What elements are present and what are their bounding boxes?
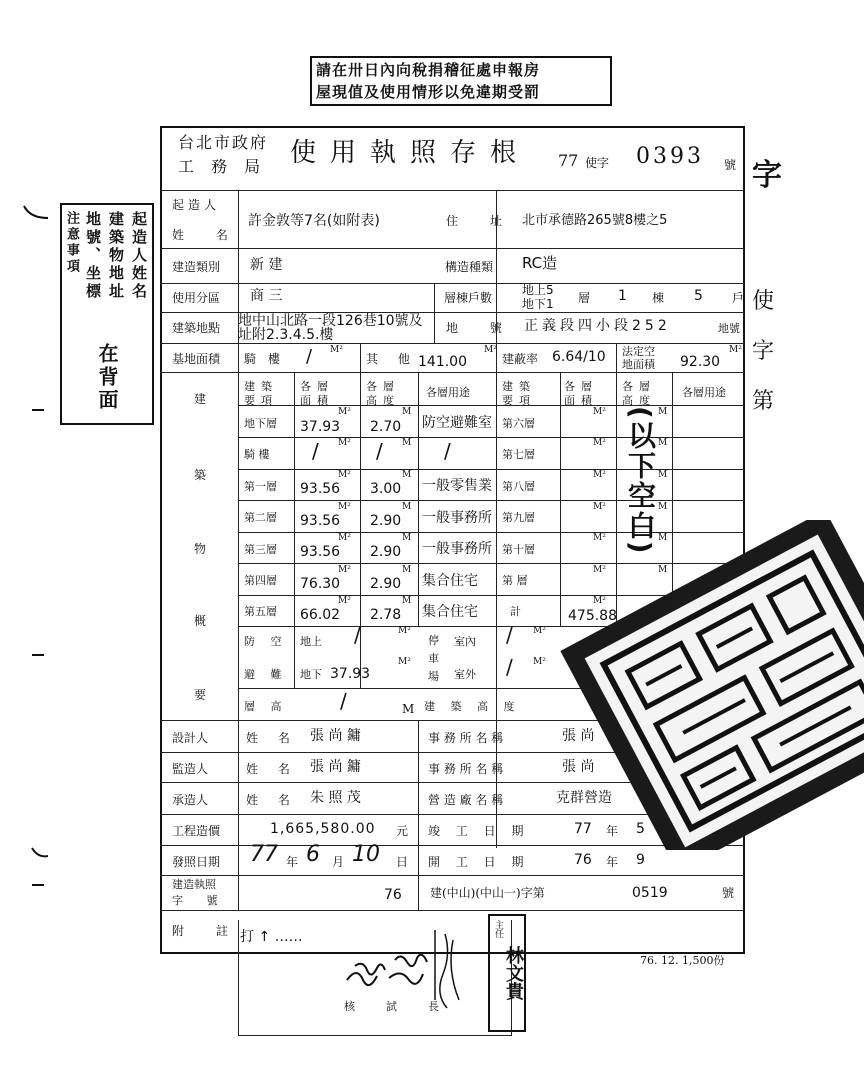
side-col-1: 起造人姓名 <box>130 211 148 301</box>
right-edge-char: 字 <box>752 339 775 364</box>
rule <box>434 283 435 343</box>
floor-label-right: 第六層 <box>502 417 535 430</box>
floor-use: 集合住宅 <box>422 604 478 620</box>
officer-seal <box>488 914 526 1032</box>
rule <box>160 283 745 284</box>
floor-area: 37.93 <box>300 419 341 435</box>
floor-use: 集合住宅 <box>422 573 478 589</box>
unit-m2: M² <box>338 596 351 606</box>
right-edge-char: 使 <box>752 289 775 314</box>
side-col-3: 地號、坐標 <box>84 211 102 301</box>
side-col-4: 注意事項 <box>64 211 79 275</box>
unit-m: M <box>402 470 412 480</box>
floor-label-right: 第九層 <box>502 511 535 524</box>
cost-label: 工程造價 <box>172 824 221 838</box>
designer-name-label: 姓 名 <box>246 731 298 745</box>
header-height: 各層高度 <box>366 380 400 407</box>
designer-firm-label: 事 務 所 名 稱 <box>428 731 504 745</box>
unit-m2: M² <box>533 657 546 667</box>
shelter-below-value: 37.93 <box>330 666 371 682</box>
unit-m2: M² <box>338 533 351 543</box>
note-value: 打 ↑ …… <box>240 929 303 945</box>
floors-above: 地上5 <box>522 283 554 297</box>
supervisor-name-label: 姓 名 <box>246 762 298 776</box>
unit-m2: M² <box>593 407 606 417</box>
unit-m: M <box>658 502 668 512</box>
header-use: 各層用途 <box>426 386 470 399</box>
unit-m2: M² <box>338 407 351 417</box>
lot-label: 地 號 <box>446 321 516 335</box>
ratio-label: 建蔽率 <box>502 352 539 366</box>
floor-area: 66.02 <box>300 607 341 623</box>
notice-box <box>310 56 612 106</box>
done-year: 77 <box>574 821 592 837</box>
floor-area: 76.30 <box>300 576 341 592</box>
site-value-2: 址附2.3.4.5.樓 <box>238 327 334 343</box>
unit-m2: M² <box>330 345 343 355</box>
unit-m: M <box>658 470 668 480</box>
contractor-firm: 克群營造 <box>556 790 612 806</box>
building-height-label: 建 築 高 度 <box>424 700 521 713</box>
floor-area: 93.56 <box>300 513 341 529</box>
header-height-2: 各層高度 <box>622 380 656 407</box>
floor-use: 防空避難室 <box>422 415 492 431</box>
permit-ref-number: 0519 <box>632 885 668 901</box>
floor-area: 93.56 <box>300 481 341 497</box>
applicant-label-1: 起造人 <box>172 198 221 212</box>
shelter-label-2: 避 難 <box>244 668 288 681</box>
floor-height: 2.70 <box>370 419 402 435</box>
site-label: 建築地點 <box>172 321 221 335</box>
floor-use: 一般零售業 <box>422 478 492 494</box>
floor-label: 第二層 <box>244 511 277 524</box>
cost-value: 1,665,580.00 <box>270 821 376 837</box>
building-type-label: 建造類別 <box>172 260 221 274</box>
floor-use: 一般事務所 <box>422 541 492 557</box>
floor-use: / <box>444 439 451 463</box>
right-edge-char: 第 <box>752 389 775 414</box>
floor-label-right: 第 層 <box>502 574 528 587</box>
page-title: 使用執照存根 <box>290 138 531 168</box>
shelter-label-1: 防 空 <box>244 635 288 648</box>
permit-label-2: 字 號 <box>172 894 228 907</box>
contractor-role: 承造人 <box>172 793 209 807</box>
unit-m: M <box>658 438 668 448</box>
supervisor-firm-label: 事 務 所 名 稱 <box>428 762 504 776</box>
permit-label-1: 建造執照 <box>172 878 216 891</box>
table-side-3: 物 <box>194 542 207 556</box>
unit-m2: M² <box>593 502 606 512</box>
unit-m: M <box>402 407 412 417</box>
sign-label-3: 長 <box>428 1000 439 1013</box>
shelter-below: 地下 <box>300 668 322 681</box>
permit-suffix: 號 <box>724 158 737 172</box>
floor-unit: 層 <box>578 291 591 305</box>
parking-outdoor-value: / <box>506 655 513 679</box>
unit-m2: M² <box>593 596 606 606</box>
unit-m2: M² <box>593 533 606 543</box>
unit-m2: M² <box>593 438 606 448</box>
story-height-label: 層 高 <box>244 700 288 713</box>
side-col-2: 建築物地址 <box>107 211 125 301</box>
floor-label-right: 計 <box>510 605 521 618</box>
legal-value: 92.30 <box>680 354 721 370</box>
shelter-above: 地上 <box>300 635 322 648</box>
rule <box>418 372 419 626</box>
issue-day-unit: 日 <box>396 855 409 869</box>
floor-height: 2.90 <box>370 513 402 529</box>
table-side-1: 建 <box>194 392 207 406</box>
floor-label-right: 第七層 <box>502 448 535 461</box>
unit-m: M <box>402 596 412 606</box>
rule <box>238 190 239 910</box>
applicant-label-2: 姓 名 <box>172 228 242 242</box>
floor-label: 地下層 <box>244 417 277 430</box>
site-value-1: 地中山北路一段126巷10號及 <box>238 313 423 329</box>
annex-value: / <box>306 346 313 367</box>
story-height-value: / <box>340 689 347 713</box>
unit-m2: M² <box>338 565 351 575</box>
unit-count: 5 <box>694 288 703 304</box>
start-year-unit: 年 <box>606 855 619 869</box>
rule <box>160 875 745 876</box>
unit-m2: M² <box>338 470 351 480</box>
lot-suffix: 地號 <box>718 322 740 335</box>
permit-year-ref: 76 <box>384 887 402 903</box>
rule <box>160 910 745 911</box>
header-area: 各層面積 <box>300 380 334 407</box>
parking-label-2: 車 <box>428 652 439 665</box>
unit-m: M <box>402 565 412 575</box>
rule <box>160 248 745 249</box>
unit-m: M <box>658 533 668 543</box>
sign-label-1: 核 <box>344 1000 355 1013</box>
header-use-2: 各層用途 <box>682 386 726 399</box>
signature-scribbles <box>239 920 511 1035</box>
official-seal-stamp <box>555 520 864 850</box>
other-value: 141.00 <box>418 354 467 370</box>
unit-m2: M² <box>729 345 742 355</box>
unit-m2: M² <box>338 502 351 512</box>
floor-label: 第五層 <box>244 605 277 618</box>
rule <box>496 190 497 848</box>
floors-label: 層棟戶數 <box>444 291 493 305</box>
issue-year: 77 <box>250 842 278 867</box>
applicant-name: 許金敦等7名(如附表) <box>248 213 380 229</box>
sign-label-2: 試 <box>386 1000 397 1013</box>
building-type-value: 新 建 <box>250 257 283 273</box>
floor-height: 2.90 <box>370 544 402 560</box>
supervisor-role: 監造人 <box>172 762 209 776</box>
rule <box>238 500 745 501</box>
unit-m: M <box>658 565 668 575</box>
notice-line-1: 請在卅日內向稅捐稽征處申報房 <box>316 61 541 79</box>
unit-m: M <box>402 502 412 512</box>
start-label: 開 工 日 期 <box>428 855 530 869</box>
other-label: 其 他 <box>366 352 418 366</box>
floor-label: 騎 樓 <box>244 448 270 461</box>
header-area-2: 各層面積 <box>564 380 598 407</box>
done-month: 5 <box>636 821 645 837</box>
designer-role: 設計人 <box>172 731 209 745</box>
building-unit: 棟 <box>652 291 665 305</box>
unit-m: M <box>658 407 668 417</box>
area-label: 基地面積 <box>172 352 221 366</box>
side-tail: 在背面 <box>95 343 119 412</box>
address-label: 住 址 <box>446 214 516 228</box>
blank-note: (以下空白) <box>624 406 657 556</box>
structure-value: RC造 <box>522 254 558 272</box>
contractor-name-label: 姓 名 <box>246 793 298 807</box>
rule <box>238 469 745 470</box>
issue-label: 發照日期 <box>172 855 221 869</box>
rule <box>238 437 745 438</box>
issue-month-unit: 月 <box>332 855 345 869</box>
parking-indoor-value: / <box>506 623 513 647</box>
floor-height: 2.78 <box>370 607 402 623</box>
table-side-4: 概 <box>194 614 207 628</box>
parking-indoor: 室內 <box>454 635 476 648</box>
right-edge-char: 字 <box>752 158 782 193</box>
done-label: 竣 工 日 期 <box>428 824 530 838</box>
permit-char: 使字 <box>585 156 610 170</box>
contractor-name: 朱 照 茂 <box>310 790 361 806</box>
unit-m: M <box>402 533 412 543</box>
start-month: 9 <box>636 852 645 868</box>
floor-label-right: 第八層 <box>502 480 535 493</box>
unit-m2: M² <box>533 626 546 636</box>
unit-unit: 戶 <box>732 291 745 305</box>
table-side-2: 築 <box>194 468 207 482</box>
zoning-value: 商 三 <box>250 288 283 304</box>
ratio-value: 6.64/10 <box>552 349 606 365</box>
table-side-5: 要 <box>194 688 207 702</box>
parking-label-3: 場 <box>428 670 439 683</box>
officer-name: 林文貴 <box>503 946 524 1000</box>
permit-number: 0393 <box>636 144 704 169</box>
rule <box>294 372 295 688</box>
officer-note: 主任 <box>493 920 503 938</box>
rule <box>160 343 745 344</box>
parking-label-1: 停 <box>428 634 439 647</box>
floor-height: / <box>376 439 383 463</box>
margin-marks <box>18 200 48 900</box>
unit-m: M <box>402 702 415 716</box>
structure-label: 構造種類 <box>445 260 494 274</box>
permit-year: 77 <box>558 151 579 170</box>
print-note: 76. 12. 1,500份 <box>640 954 725 967</box>
floor-label: 第三層 <box>244 543 277 556</box>
legal-label-1: 法定空 <box>622 345 655 358</box>
supervisor-name: 張 尚 鏞 <box>310 759 361 775</box>
rule <box>160 372 745 373</box>
issue-year-unit: 年 <box>286 855 299 869</box>
header-item: 建築要項 <box>244 380 278 407</box>
designer-name: 張 尚 鏞 <box>310 728 361 744</box>
permit-ref-suffix: 號 <box>722 886 735 900</box>
signature-area <box>238 920 512 1036</box>
floor-area: 93.56 <box>300 544 341 560</box>
floor-label: 第四層 <box>244 574 277 587</box>
issuer-line-1: 台北市政府 <box>178 133 269 152</box>
floor-label-right: 第十層 <box>502 543 535 556</box>
issuer-line-2: 工 務 局 <box>178 157 267 176</box>
zoning-label: 使用分區 <box>172 291 221 305</box>
notice-line-2: 屋現值及使用情形以免違期受罰 <box>316 83 541 101</box>
supervisor-firm: 張 尚 <box>562 759 595 775</box>
unit-m: M <box>402 438 412 448</box>
contractor-firm-label: 營 造 廠 名 稱 <box>428 793 504 807</box>
annex-label: 騎 樓 <box>244 352 284 366</box>
issue-day: 10 <box>352 842 380 867</box>
floor-area: / <box>312 439 319 463</box>
unit-m2: M² <box>398 626 411 636</box>
issue-month: 6 <box>306 842 320 867</box>
floor-height: 3.00 <box>370 481 402 497</box>
unit-m2: M² <box>338 438 351 448</box>
floors-below: 地下1 <box>522 297 554 311</box>
parking-outdoor: 室外 <box>454 668 476 681</box>
address-value: 北市承德路265號8樓之5 <box>522 213 668 228</box>
floor-use: 一般事務所 <box>422 510 492 526</box>
unit-m2: M² <box>593 565 606 575</box>
total-area: 475.88 <box>568 608 617 624</box>
start-year: 76 <box>574 852 592 868</box>
note-label: 附 註 <box>172 924 242 938</box>
unit-m2: M² <box>484 345 497 355</box>
header-item-2: 建築要項 <box>502 380 536 407</box>
legal-label-2: 地面積 <box>622 358 655 371</box>
unit-m2: M² <box>398 657 411 667</box>
permit-text: 建(中山)(中山一)字第 <box>430 886 545 900</box>
rule <box>418 720 419 910</box>
side-box <box>60 203 154 425</box>
building-count: 1 <box>618 288 627 304</box>
floor-label: 第一層 <box>244 480 277 493</box>
cost-unit: 元 <box>396 824 409 838</box>
rule <box>160 190 745 191</box>
lot-value: 正義段四小段252 <box>524 318 671 334</box>
floor-height: 2.90 <box>370 576 402 592</box>
shelter-above-value: / <box>354 623 361 647</box>
designer-firm: 張 尚 <box>562 728 595 744</box>
unit-m2: M² <box>593 470 606 480</box>
done-year-unit: 年 <box>606 824 619 838</box>
